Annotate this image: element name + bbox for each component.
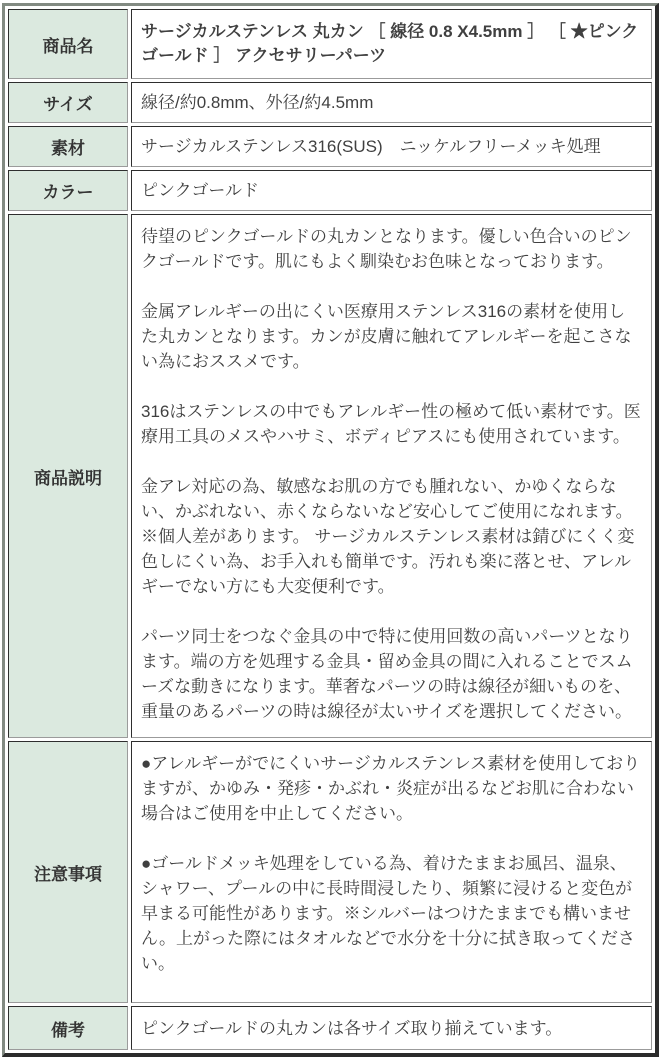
row-value-material: サージカルステンレス316(SUS) ニッケルフリーメッキ処理 xyxy=(131,126,652,167)
table-row-description xyxy=(8,214,652,738)
table-row-product-name xyxy=(8,9,652,79)
row-value-caution xyxy=(131,741,652,1003)
product-spec-table xyxy=(2,3,659,1057)
table-row-material xyxy=(8,126,652,167)
description-paragraph: パーツ同士をつなぐ金具の中で特に使用回数の高いパーツとなります。端の方を処理する金具・留め金具の間に入れることでスムーズな動きになります。華奢なパーツの時は線径が細いものを、重量のあるパーツの時は線径が太いサイズを選択してください。 xyxy=(141,627,633,721)
row-value-product-name: サージカルステンレス 丸カン ［ 線径 0.8 X4.5mm ］ ［ ★ピンクゴールド ］ アクセサリーパーツ xyxy=(131,9,652,79)
row-value-size: 線径/約0.8mm、外径/約4.5mm xyxy=(131,82,652,123)
table-row-size xyxy=(8,82,652,123)
caution-paragraph: ●アレルギーがでにくいサージカルステンレス素材を使用しておりますが、かゆみ・発疹・かぶれ・炎症が出るなどお肌に合わない場合はご使用を中止してください。 xyxy=(141,754,641,823)
description-paragraph: 316はステンレスの中でもアレルギー性の極めて低い素材です。医療用工具のメスやハサミ、ボディピアスにも使用されています。 xyxy=(141,402,641,446)
row-label-caution: 注意事項 xyxy=(8,741,128,1003)
table-row-color xyxy=(8,170,652,211)
row-label-size: サイズ xyxy=(8,82,128,123)
description-paragraph: 金アレ対応の為、敏感なお肌の方でも腫れない、かゆくならない、かぶれない、赤くならないなど安心してご使用になれます。※個人差があります。 サージカルステンレス素材は錆びにくく変色しにくい為、お手入れも簡単です。汚れも楽に落とせ、アレルギーでない方にも大変便利です。 xyxy=(141,477,635,596)
row-value-color: ピンクゴールド xyxy=(131,170,652,211)
row-label-color: カラー xyxy=(8,170,128,211)
description-paragraph: 金属アレルギーの出にくい医療用ステンレス316の素材を使用した丸カンとなります。カンが皮膚に触れてアレルギーを起こさない為におススメです。 xyxy=(141,302,632,371)
row-label-description: 商品説明 xyxy=(8,214,128,738)
row-label-material: 素材 xyxy=(8,126,128,167)
row-label-note: 備考 xyxy=(8,1006,128,1050)
row-label-product-name: 商品名 xyxy=(8,9,128,79)
table-row-caution xyxy=(8,741,652,1003)
row-value-description xyxy=(131,214,652,738)
caution-paragraph: ●ゴールドメッキ処理をしている為、着けたままお風呂、温泉、シャワー、プールの中に長時間浸したり、頻繁に浸けると変色が早まる可能性があります。※シルバーはつけたままでも構いません。上がった際にはタオルなどで水分を十分に拭き取ってください。 xyxy=(141,854,636,973)
table-row-note xyxy=(8,1006,652,1050)
row-value-note: ピンクゴールドの丸カンは各サイズ取り揃えています。 xyxy=(131,1006,652,1050)
description-paragraph: 待望のピンクゴールドの丸カンとなります。優しい色合いのピンクゴールドです。肌にもよく馴染むお色味となっております。 xyxy=(141,227,632,271)
